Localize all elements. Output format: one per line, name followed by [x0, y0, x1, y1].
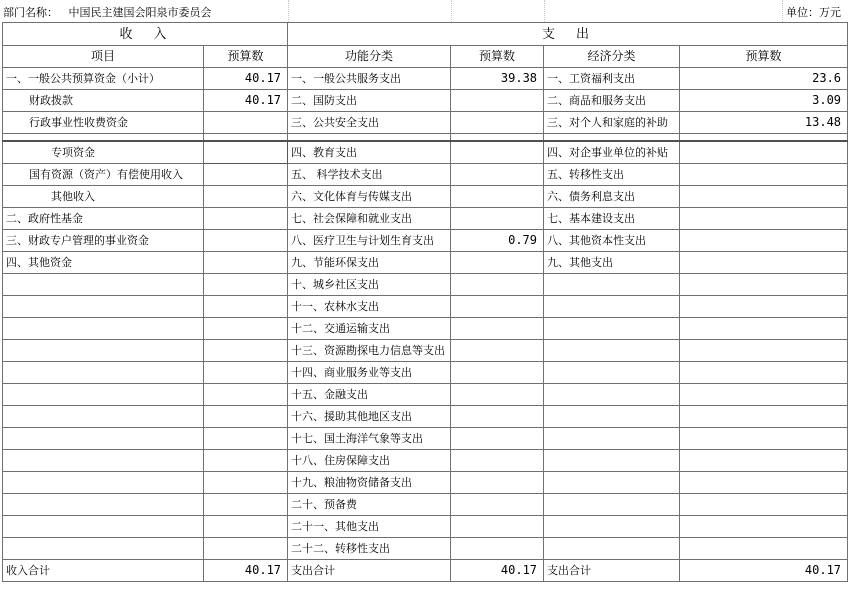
econ-budget-cell	[680, 252, 848, 274]
income-item-cell	[3, 296, 204, 318]
econ-item-cell: 六、债务利息支出	[544, 186, 680, 208]
column-header-row	[3, 46, 848, 68]
grid-guide	[288, 0, 289, 22]
func-budget-cell	[451, 340, 544, 362]
econ-item-cell	[544, 538, 680, 560]
econ-budget-cell	[680, 494, 848, 516]
department-line	[3, 4, 212, 20]
econ-item-cell	[544, 318, 680, 340]
func-item-cell: 八、医疗卫生与计划生育支出	[288, 230, 451, 252]
income-budget-cell	[204, 252, 288, 274]
table-row	[3, 384, 848, 406]
table-row	[3, 208, 848, 230]
econ-budget-cell	[680, 384, 848, 406]
income-item-cell: 三、财政专户管理的事业资金	[3, 230, 204, 252]
econ-budget-cell	[680, 516, 848, 538]
income-total-value: 40.17	[204, 560, 288, 582]
func-budget-cell	[451, 296, 544, 318]
func-budget-cell	[451, 208, 544, 230]
table-row	[3, 494, 848, 516]
income-item-cell: 财政拨款	[3, 90, 204, 112]
section-header-row	[3, 23, 848, 46]
income-item-cell: 专项资金	[3, 141, 204, 164]
func-item-cell: 十二、交通运输支出	[288, 318, 451, 340]
econ-budget-cell	[680, 450, 848, 472]
econ-budget-cell	[680, 296, 848, 318]
econ-budget-cell	[680, 340, 848, 362]
econ-budget-cell	[680, 318, 848, 340]
func-item-cell: 十五、金融支出	[288, 384, 451, 406]
func-item-cell: 二十一、其他支出	[288, 516, 451, 538]
func-budget-cell	[451, 112, 544, 134]
income-budget-cell	[204, 186, 288, 208]
econ-budget-cell: 13.48	[680, 112, 848, 134]
econ-budget-cell	[680, 406, 848, 428]
func-budget-cell	[451, 516, 544, 538]
func-budget-cell	[451, 538, 544, 560]
dept-name: 中国民主建国会阳泉市委员会	[68, 6, 212, 19]
income-budget-cell	[204, 472, 288, 494]
econ-budget-cell	[680, 472, 848, 494]
table-row	[3, 516, 848, 538]
econ-budget-cell	[680, 274, 848, 296]
income-budget-cell	[204, 516, 288, 538]
divider-cell	[204, 134, 288, 142]
income-budget-cell: 40.17	[204, 90, 288, 112]
econ-item-cell: 五、转移性支出	[544, 164, 680, 186]
table-row	[3, 296, 848, 318]
income-budget-cell	[204, 141, 288, 164]
func-item-cell: 十一、农林水支出	[288, 296, 451, 318]
income-budget-cell	[204, 450, 288, 472]
grid-guide	[782, 0, 783, 22]
func-budget-cell	[451, 186, 544, 208]
func-item-cell: 二、国防支出	[288, 90, 451, 112]
econ-budget-cell	[680, 230, 848, 252]
func-item-cell: 二十、预备费	[288, 494, 451, 516]
income-budget-cell	[204, 340, 288, 362]
income-budget-cell	[204, 362, 288, 384]
income-item-cell	[3, 406, 204, 428]
table-row	[3, 318, 848, 340]
table-row	[3, 362, 848, 384]
econ-total-label: 支出合计	[544, 560, 680, 582]
func-item-cell: 一、一般公共服务支出	[288, 68, 451, 90]
func-item-cell: 六、文化体育与传媒支出	[288, 186, 451, 208]
budget-table	[2, 22, 848, 582]
econ-total-value: 40.17	[680, 560, 848, 582]
col-header-budget-income: 预算数	[204, 46, 288, 68]
income-item-cell	[3, 274, 204, 296]
income-budget-cell	[204, 494, 288, 516]
table-row	[3, 472, 848, 494]
income-budget-cell	[204, 296, 288, 318]
income-budget-cell	[204, 164, 288, 186]
func-item-cell: 十七、国土海洋气象等支出	[288, 428, 451, 450]
func-budget-cell	[451, 406, 544, 428]
income-budget-cell	[204, 208, 288, 230]
income-item-cell: 其他收入	[3, 186, 204, 208]
income-budget-cell	[204, 318, 288, 340]
func-total-value: 40.17	[451, 560, 544, 582]
income-budget-cell	[204, 538, 288, 560]
income-item-cell	[3, 384, 204, 406]
func-budget-cell	[451, 318, 544, 340]
income-item-cell	[3, 428, 204, 450]
func-budget-cell	[451, 472, 544, 494]
econ-budget-cell	[680, 186, 848, 208]
func-item-cell: 十三、资源勘探电力信息等支出	[288, 340, 451, 362]
econ-budget-cell	[680, 538, 848, 560]
divider-cell	[680, 134, 848, 142]
econ-budget-cell	[680, 362, 848, 384]
econ-item-cell: 一、工资福利支出	[544, 68, 680, 90]
income-item-cell	[3, 318, 204, 340]
income-item-cell	[3, 450, 204, 472]
func-item-cell: 七、社会保障和就业支出	[288, 208, 451, 230]
econ-item-cell	[544, 472, 680, 494]
func-budget-cell	[451, 274, 544, 296]
income-item-cell	[3, 472, 204, 494]
income-item-cell: 一、一般公共预算资金（小计）	[3, 68, 204, 90]
divider-cell	[451, 134, 544, 142]
econ-item-cell: 九、其他支出	[544, 252, 680, 274]
table-row	[3, 141, 848, 164]
func-item-cell: 十四、商业服务业等支出	[288, 362, 451, 384]
sheet-header	[0, 0, 849, 22]
income-item-cell: 二、政府性基金	[3, 208, 204, 230]
income-item-cell: 国有资源（资产）有偿使用收入	[3, 164, 204, 186]
econ-item-cell: 四、对企事业单位的补贴	[544, 141, 680, 164]
econ-budget-cell	[680, 141, 848, 164]
econ-item-cell	[544, 362, 680, 384]
func-item-cell: 三、公共安全支出	[288, 112, 451, 134]
econ-item-cell	[544, 494, 680, 516]
income-budget-cell: 40.17	[204, 68, 288, 90]
econ-item-cell: 三、对个人和家庭的补助	[544, 112, 680, 134]
econ-item-cell	[544, 340, 680, 362]
table-row	[3, 68, 848, 90]
func-budget-cell	[451, 141, 544, 164]
col-header-budget-func: 预算数	[451, 46, 544, 68]
grid-guide	[544, 0, 545, 22]
table-row	[3, 340, 848, 362]
econ-budget-cell: 3.09	[680, 90, 848, 112]
func-budget-cell	[451, 494, 544, 516]
func-budget-cell	[451, 252, 544, 274]
func-budget-cell	[451, 428, 544, 450]
col-header-budget-econ: 预算数	[680, 46, 848, 68]
income-budget-cell	[204, 406, 288, 428]
econ-budget-cell	[680, 428, 848, 450]
func-budget-cell	[451, 384, 544, 406]
divider-cell	[288, 134, 451, 142]
col-header-econ: 经济分类	[544, 46, 680, 68]
income-section-title: 收 入	[3, 23, 288, 46]
func-item-cell: 四、教育支出	[288, 141, 451, 164]
econ-item-cell: 七、基本建设支出	[544, 208, 680, 230]
func-item-cell: 十六、援助其他地区支出	[288, 406, 451, 428]
func-item-cell: 十八、住房保障支出	[288, 450, 451, 472]
divider-cell	[544, 134, 680, 142]
func-budget-cell	[451, 362, 544, 384]
econ-item-cell: 八、其他资本性支出	[544, 230, 680, 252]
table-row	[3, 406, 848, 428]
table-row	[3, 164, 848, 186]
income-item-cell	[3, 516, 204, 538]
income-total-label: 收入合计	[3, 560, 204, 582]
col-header-func: 功能分类	[288, 46, 451, 68]
func-item-cell: 九、节能环保支出	[288, 252, 451, 274]
econ-item-cell	[544, 406, 680, 428]
col-header-item: 项目	[3, 46, 204, 68]
table-row	[3, 252, 848, 274]
func-item-cell: 二十二、转移性支出	[288, 538, 451, 560]
table-row	[3, 538, 848, 560]
econ-item-cell	[544, 296, 680, 318]
func-item-cell: 十九、粮油物资储备支出	[288, 472, 451, 494]
income-item-cell	[3, 494, 204, 516]
table-row	[3, 90, 848, 112]
income-budget-cell	[204, 230, 288, 252]
income-item-cell	[3, 362, 204, 384]
econ-item-cell	[544, 274, 680, 296]
func-item-cell: 五、 科学技术支出	[288, 164, 451, 186]
econ-budget-cell	[680, 208, 848, 230]
func-item-cell: 十、城乡社区支出	[288, 274, 451, 296]
table-row	[3, 230, 848, 252]
econ-budget-cell	[680, 164, 848, 186]
table-row	[3, 428, 848, 450]
func-budget-cell	[451, 164, 544, 186]
econ-item-cell	[544, 450, 680, 472]
income-item-cell	[3, 340, 204, 362]
income-item-cell: 四、其他资金	[3, 252, 204, 274]
func-budget-cell	[451, 450, 544, 472]
func-budget-cell: 0.79	[451, 230, 544, 252]
dept-label: 部门名称：	[3, 6, 58, 19]
income-item-cell	[3, 538, 204, 560]
divider-cell	[3, 134, 204, 142]
section-divider	[3, 134, 848, 142]
income-budget-cell	[204, 274, 288, 296]
table-row	[3, 112, 848, 134]
income-budget-cell	[204, 112, 288, 134]
table-row	[3, 450, 848, 472]
econ-item-cell	[544, 516, 680, 538]
table-row	[3, 186, 848, 208]
unit-label: 单位：万元	[786, 6, 841, 19]
totals-row	[3, 560, 848, 582]
econ-item-cell	[544, 428, 680, 450]
table-row	[3, 274, 848, 296]
func-total-label: 支出合计	[288, 560, 451, 582]
econ-item-cell: 二、商品和服务支出	[544, 90, 680, 112]
income-item-cell: 行政事业性收费资金	[3, 112, 204, 134]
income-budget-cell	[204, 384, 288, 406]
econ-budget-cell: 23.6	[680, 68, 848, 90]
grid-guide	[451, 0, 452, 22]
func-budget-cell: 39.38	[451, 68, 544, 90]
func-budget-cell	[451, 90, 544, 112]
expense-section-title: 支 出	[288, 23, 848, 46]
income-budget-cell	[204, 428, 288, 450]
econ-item-cell	[544, 384, 680, 406]
